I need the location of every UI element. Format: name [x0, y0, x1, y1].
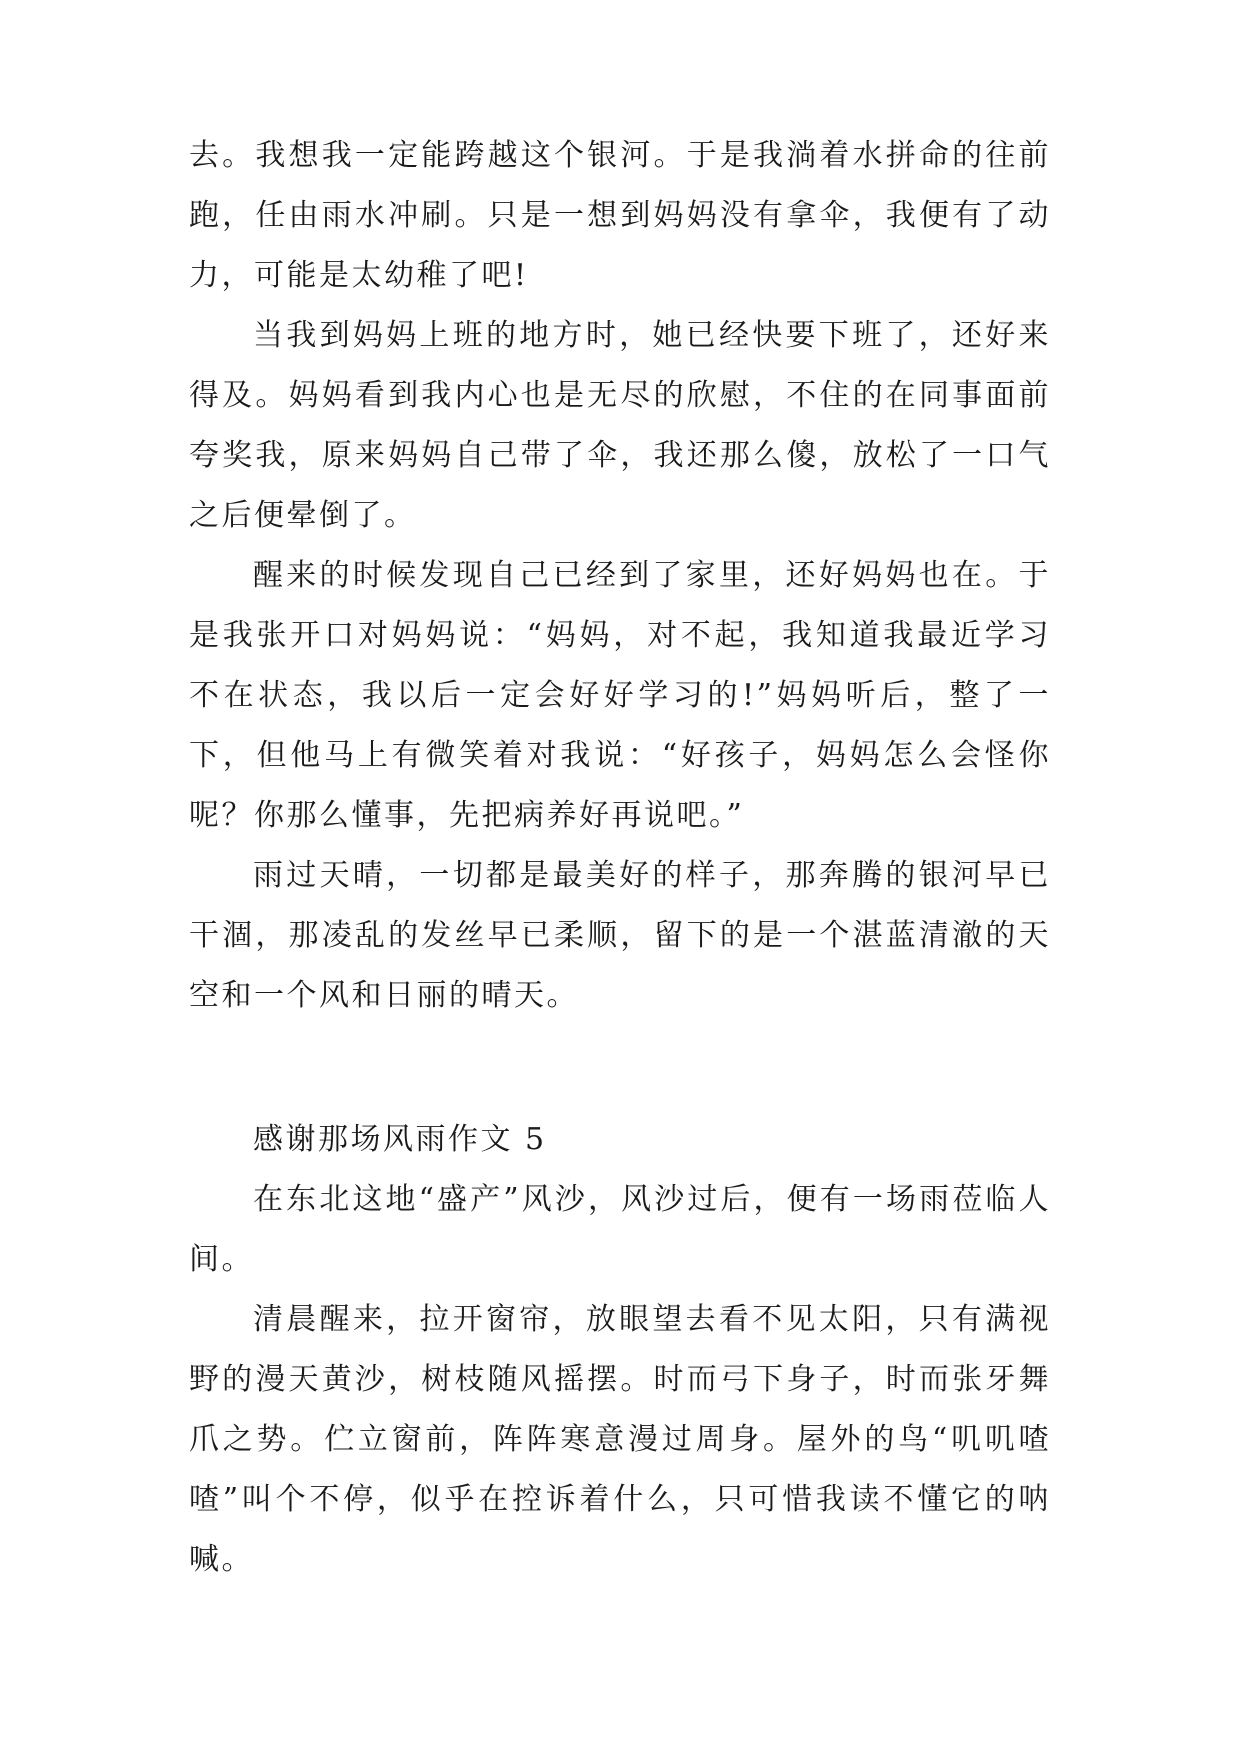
section-spacer: [189, 1026, 1051, 1110]
document-body: [189, 126, 1051, 1590]
paragraph-2: 当我到妈妈上班的地方时，她已经快要下班了，还好来得及。妈妈看到我内心也是无尽的欣慰，不住的在同事面前夸奖我，原来妈妈自己带了伞，我还那么傻，放松了一口气之后便晕倒了。: [189, 318, 1051, 533]
paragraph-6: 清晨醒来，拉开窗帘，放眼望去看不见太阳，只有满视野的漫天黄沙，树枝随风摇摆。时而弓下身子，时而张牙舞爪之势。伫立窗前，阵阵寒意漫过周身。屋外的鸟“叽叽喳喳”叫个不停，似乎在控诉着什么，只可惜我读不懂它的呐喊。: [189, 1302, 1051, 1577]
paragraph-3: 醒来的时候发现自己已经到了家里，还好妈妈也在。于是我张开口对妈妈说：“妈妈，对不起，我知道我最近学习不在状态，我以后一定会好好学习的!”妈妈听后，整了一下，但他马上有微笑着对我说：“好孩子，妈妈怎么会怪你呢？你那么懂事，先把病养好再说吧。”: [189, 558, 1051, 833]
paragraph-5: 在东北这地“盛产”风沙，风沙过后，便有一场雨莅临人间。: [189, 1182, 1051, 1277]
section-title: 感谢那场风雨作文 5: [253, 1122, 547, 1157]
paragraph-4: 雨过天晴，一切都是最美好的样子，那奔腾的银河早已干涸，那凌乱的发丝早已柔顺，留下的是一个湛蓝清澈的天空和一个风和日丽的晴天。: [189, 858, 1051, 1013]
paragraph-1: 去。我想我一定能跨越这个银河。于是我淌着水拼命的往前跑，任由雨水冲刷。只是一想到妈妈没有拿伞，我便有了动力，可能是太幼稚了吧!: [189, 138, 1051, 293]
